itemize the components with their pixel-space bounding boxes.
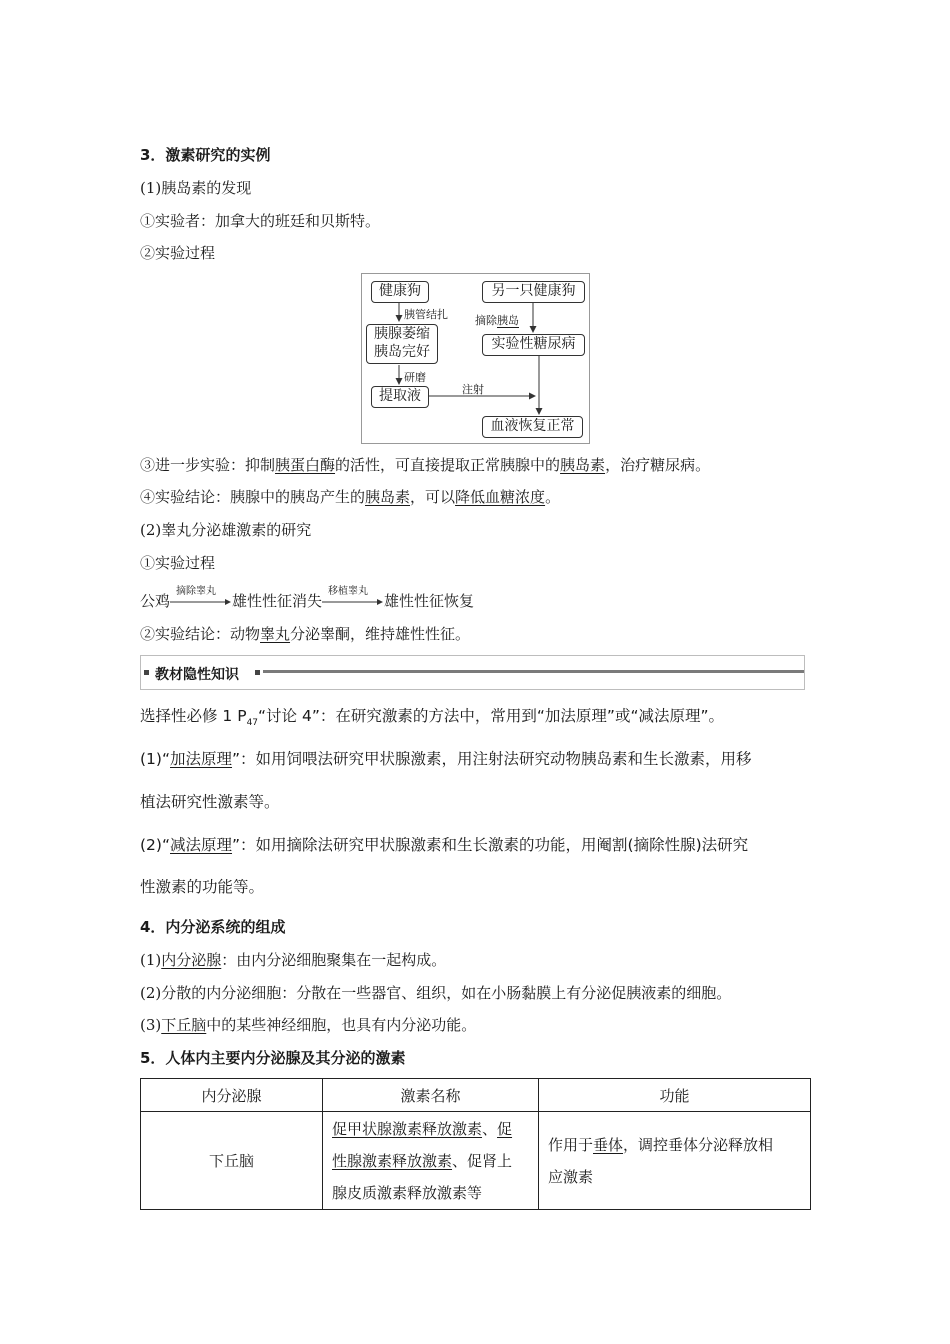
conclusion-suffix: 。: [545, 488, 561, 506]
intro-prefix: 选择性必修 1 P: [140, 707, 247, 725]
blank-insulin: 胰岛素: [560, 456, 606, 474]
item3-prefix: (3): [140, 1016, 162, 1034]
rooster-chain: [140, 586, 475, 611]
section4-heading: 4．内分泌系统的组成: [140, 918, 286, 936]
further-experiment-line: [140, 455, 710, 475]
section4-item1: [140, 950, 446, 970]
process2-title: ①实验过程: [140, 554, 216, 572]
subtraction-principle-line1: [140, 835, 748, 855]
conclusion-line: [140, 487, 560, 507]
hormone-gnrh-part1: 促: [497, 1119, 513, 1138]
box-extract: 提取液: [371, 386, 429, 408]
arrow-transplant-testis: [322, 586, 384, 611]
cell-hormone: [323, 1112, 539, 1210]
insulin-experiment-diagram: [361, 273, 590, 444]
label-ligate: 胰管结扎: [404, 308, 448, 321]
hidden-knowledge-title: 教材隐性知识: [155, 667, 239, 683]
banner-rule: [263, 670, 804, 673]
box-pancreas-atrophy: [366, 324, 438, 364]
blank-lower-glucose: 降低血糖浓度: [455, 488, 546, 506]
label-remove-islet: 胰岛: [497, 314, 519, 327]
atrophy-line2: 胰岛完好: [374, 344, 430, 360]
label-inject: 注射: [462, 383, 484, 396]
endocrine-table: [140, 1078, 811, 1210]
blank-trypsin: 胰蛋白酶: [275, 456, 336, 474]
header-function: 功能: [539, 1079, 811, 1112]
conclusion2-line: [140, 624, 470, 644]
conclusion2-suffix: 分泌睾酮，维持雄性性征。: [290, 625, 471, 643]
section4-item2: (2)分散的内分泌细胞：分散在一些器官、组织，如在小肠黏膜上有分泌促胰液素的细胞。: [140, 984, 732, 1002]
p1-prefix: (1)“: [140, 750, 170, 768]
function-rest2: 应激素: [548, 1167, 594, 1186]
testis-subheading: (2)睾丸分泌雄激素的研究: [140, 521, 312, 539]
table-header-row: [141, 1079, 811, 1112]
hidden-knowledge-intro: [140, 706, 724, 733]
label-remove-prefix: 摘除: [475, 314, 497, 327]
hormone-gnrh-part2: 性腺激素释放激素: [332, 1151, 453, 1170]
hormone-sep: 、: [482, 1119, 498, 1138]
blank-testis: 睾丸: [260, 625, 291, 643]
atrophy-line1: 胰腺萎缩: [374, 326, 430, 342]
section5-heading: 5．人体内主要内分泌腺及其分泌的激素: [140, 1049, 406, 1067]
conclusion-prefix: ④实验结论：胰腺中的胰岛产生的: [140, 488, 366, 506]
subtraction-principle-line2: 性激素的功能等。: [140, 878, 265, 896]
label-grind: 研磨: [404, 371, 426, 384]
further-mid: 的活性，可直接提取正常胰腺中的: [335, 456, 561, 474]
conclusion-mid: ，可以: [410, 488, 456, 506]
item3-rest: 中的某些神经细胞，也具有内分泌功能。: [206, 1016, 477, 1034]
hormone-rest2: 腺皮质激素释放激素等: [332, 1183, 483, 1202]
item1-rest: ：由内分泌细胞聚集在一起构成。: [221, 951, 447, 969]
chain-end: 雄性性征恢复: [384, 592, 475, 610]
arrow-remove-testis: [170, 586, 232, 611]
intro-page-sub: 47: [246, 718, 259, 729]
further-suffix: ，治疗糖尿病。: [605, 456, 711, 474]
cell-gland: 下丘脑: [141, 1112, 323, 1210]
further-prefix: ③进一步实验：抑制: [140, 456, 276, 474]
chain-start: 公鸡: [140, 592, 171, 610]
hidden-knowledge-banner: [140, 655, 805, 690]
blank-hypothalamus: 下丘脑: [161, 1016, 207, 1034]
section4-item3: [140, 1015, 476, 1035]
addition-principle-line1: [140, 749, 752, 769]
cell-function: [539, 1112, 811, 1210]
function-prefix: 作用于: [548, 1135, 594, 1154]
box-blood-normal: 血液恢复正常: [482, 416, 583, 438]
hormone-trh: 促甲状腺激素释放激素: [332, 1119, 483, 1138]
box-experimental-diabetes: 实验性糖尿病: [482, 334, 585, 356]
arrow1-label: 摘除睾丸: [176, 586, 217, 597]
banner-bullet-right: [255, 670, 260, 675]
blank-pituitary: 垂体: [593, 1135, 624, 1154]
table-row: [141, 1112, 811, 1210]
blank-insulin-2: 胰岛素: [365, 488, 411, 506]
blank-endocrine-gland: 内分泌腺: [161, 951, 222, 969]
p2-prefix: (2)“: [140, 836, 170, 854]
subtraction-principle: 减法原理: [170, 836, 233, 854]
section3-heading: 3．激素研究的实例: [140, 146, 271, 164]
addition-principle-line2: 植法研究性激素等。: [140, 793, 280, 811]
intro-rest: “讨论 4”：在研究激素的方法中，常用到“加法原理”或“减法原理”。: [258, 707, 725, 725]
box-healthy-dog: 健康狗: [371, 281, 429, 303]
header-gland: 内分泌腺: [141, 1079, 323, 1112]
p1-rest: ”：如用饲喂法研究甲状腺激素，用注射法研究动物胰岛素和生长激素，用移: [232, 750, 752, 768]
insulin-discovery-subheading: (1)胰岛素的发现: [140, 179, 252, 197]
item1-prefix: (1): [140, 951, 162, 969]
p2-rest: ”：如用摘除法研究甲状腺激素和生长激素的功能，用阉割(摘除性腺)法研究: [232, 836, 749, 854]
process-title: ②实验过程: [140, 244, 216, 262]
label-remove: [475, 312, 519, 328]
addition-principle: 加法原理: [170, 750, 233, 768]
function-rest1: ，调控垂体分泌释放相: [623, 1135, 774, 1154]
experimenter-line: ①实验者：加拿大的班廷和贝斯特。: [140, 212, 381, 230]
banner-bullet-left: [144, 670, 149, 675]
header-hormone: 激素名称: [323, 1079, 539, 1112]
hormone-rest1: 、促肾上: [452, 1151, 513, 1170]
conclusion2-prefix: ②实验结论：动物: [140, 625, 261, 643]
chain-mid: 雄性性征消失: [232, 592, 323, 610]
arrow2-label: 移植睾丸: [328, 586, 369, 597]
box-another-dog: 另一只健康狗: [482, 281, 585, 303]
